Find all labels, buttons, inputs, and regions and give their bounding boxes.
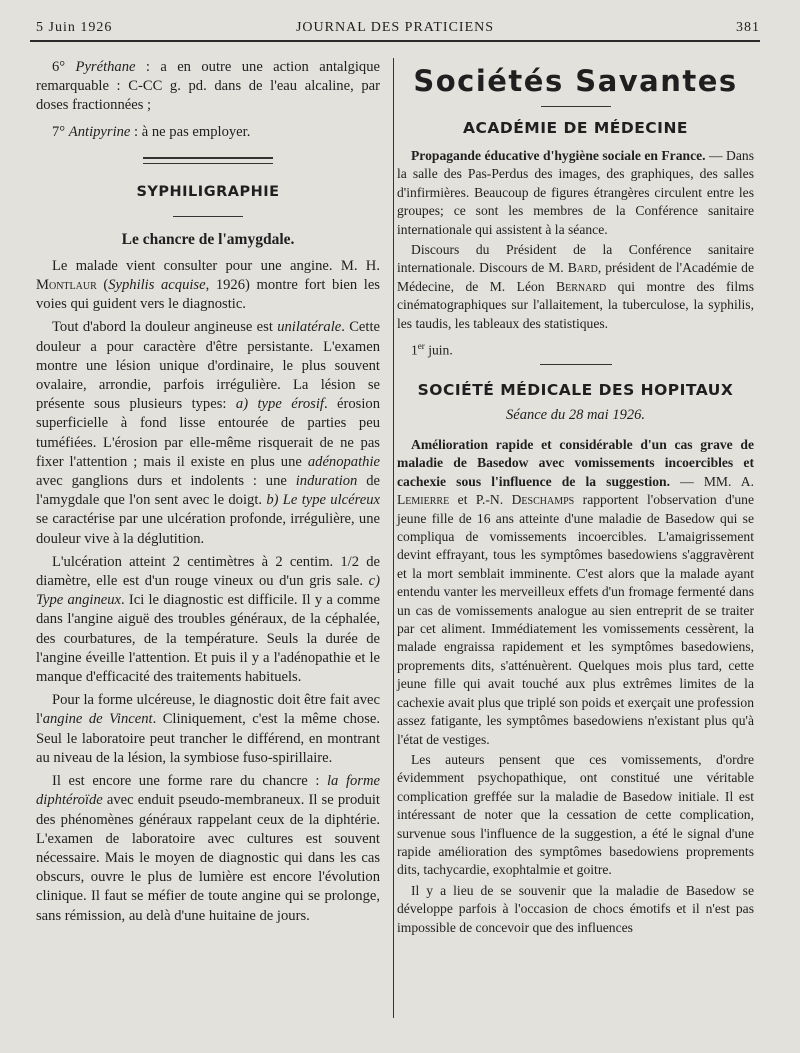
right-column bbox=[397, 58, 754, 937]
session-date: Séance du 28 mai 1926. bbox=[506, 407, 645, 423]
paragraph: Amélioration rapide et considérable d'un cas grave de maladie de Basedow avec vomissements incoercibles et cachexie sous l'influence de la suggestion. — MM. A. Lemierre et P.-N. Deschamps rapportent l'observation d'une jeune fille de 16 ans atteinte d'une maladie de Basedow qui se compliqua de vomissements incoercibles. L'amaigrissement devint effrayant, tous les symptômes basedowiens s'aggravèrent et la mort semblait imminente. C'est alors que la malade ayant entendu vanter les merveilleux effets d'un fromage fermenté dans un cas de vomissements analogue au sien entreprit de se traiter par cet aliment. Immédiatement les vomissements cessèrent, la malade engraissa rapidement et les symptômes basedowiens, proprements dits, s'atténuèrent. Quelques mois plus tard, cette jeune fille qui avait touché aux plus extrêmes limites de la cachexie avait plus que triplé son poids et exerçait une profession assez fatigante, les symptômes basedowiens n'existant plus qu'à l'état de vestiges. bbox=[397, 437, 755, 747]
running-header bbox=[30, 16, 760, 42]
section-heading: SYPHILIGRAPHIE bbox=[136, 183, 280, 200]
topic-lead: Propagande éducative d'hygiène sociale en France. bbox=[411, 148, 706, 163]
author-name: Lemierre bbox=[397, 492, 450, 508]
drug-name: Pyréthane bbox=[75, 59, 136, 75]
author-name: Bernard bbox=[556, 278, 607, 294]
drug-name: Antipyrine bbox=[68, 123, 131, 140]
section-separator bbox=[143, 157, 273, 164]
topic-lead: Amélioration rapide et considérable d'un cas grave de maladie de Basedow avec vomissements incoercibles et cachexie sous l'influence de la suggestion. bbox=[397, 437, 754, 489]
society-heading: ACADÉMIE DE MÉDECINE bbox=[462, 119, 689, 137]
author-name: Bard bbox=[567, 260, 598, 276]
main-heading: Sociétés Savantes bbox=[413, 64, 738, 98]
paragraph: Tout d'abord la douleur angineuse est unilatérale. Cette douleur a pour caractère d'être persistante. L'examen montre une lésion unique d'ordinaire, le plus souvent ovalaire, arrondie, parfois irrégulière. La lésion se présente sous plusieurs types: a) type érosif. érosion superficielle à fond lisse entourée de parties peu tuméfiées. L'érosion par elle-même risquerait de ne pas fixer l'attention ; mais il existe en plus une adénopathie avec ganglions durs et indolents : une induration de l'amygdale que l'on sent avec le doigt. b) Le type ulcéreux se caractérise par une ulcération profonde, irrégulière, une douleur vive à la déglutition. bbox=[36, 319, 380, 547]
author-name: Montlaur bbox=[36, 277, 97, 294]
heading-rule bbox=[541, 106, 611, 107]
author-name: Deschamps bbox=[511, 492, 575, 508]
header-rule bbox=[30, 40, 760, 42]
page-number: 381 bbox=[736, 20, 760, 35]
section-separator bbox=[540, 364, 612, 365]
report-date: 1er juin. bbox=[411, 341, 453, 358]
column-divider bbox=[393, 58, 394, 1018]
paragraph: Propagande éducative d'hygiène sociale en France. — Dans la salle des Pas-Perdus des images, des graphiques, des salles d'infirmières. Beaucoup de figures étrangères circulent entre les groupes; ce sont les membres de la Conférence sanitaire internationale qui assistent à la séance. bbox=[397, 148, 754, 237]
list-item-6: 6° Pyréthane : a en outre une action antalgique remarquable : C-CC g. pd. dans de l'eau alcaline, par doses fractionnées ; bbox=[36, 59, 380, 114]
paragraph: Il est encore une forme rare du chancre : la forme diphtéroïde avec enduit pseudo-membraneux. Il se produit des phénomènes généraux rappelant ceux de la diphtérie. L'examen de laboratoire avec cultures est souvent nécessaire. Mais le moyen de diagnostic qui dans les cas obscurs, ouvre le plus de lumière est encore l'évolution clinique. Il faut se méfier de toute angine qui se prolonge, sans rémission, au delà d'une huitaine de jours. bbox=[36, 773, 380, 924]
society-heading: SOCIÉTÉ MÉDICALE DES HOPITAUX bbox=[417, 381, 734, 399]
paragraph: L'ulcération atteint 2 centimètres à 2 centim. 1/2 de diamètre, elle est d'un rouge vineux ou d'un gris sale. c) Type angineux. Ici le diagnostic est difficile. Il y a comme dans l'angine aiguë des troubles généraux, de la céphalée, des courbatures, de la température. Seuls la durée de l'angine éveille l'attention. Et puis il y a l'adénopathie et le manque d'efficacité des traitements habituels. bbox=[36, 553, 380, 686]
paragraph: Le malade vient consulter pour une angine. M. H. Montlaur (Syphilis acquise, 1926) montre fort bien les voies qui guident vers le diagnostic. bbox=[36, 257, 380, 313]
journal-title: JOURNAL DES PRATICIENS bbox=[295, 20, 495, 35]
paragraph: Discours du Président de la Conférence sanitaire internationale. Discours de M. Bard, président de l'Académie de Médecine, de M. Léon Bernard qui montre des films cinématographiques sur l'allaitement, la tuberculose, la syphilis, les taudis, les tableaux des statistiques. bbox=[397, 242, 754, 331]
list-item-7: 7° Antipyrine : à ne pas employer. bbox=[52, 123, 251, 140]
paragraph: Pour la forme ulcéreuse, le diagnostic doit être fait avec l'angine de Vincent. Cliniquement, c'est la même chose. Seul le laboratoire peut trancher le différend, en montrant au niveau de la lésion, la symbiose fuso-spirillaire. bbox=[36, 692, 381, 766]
article-title: Le chancre de l'amygdale. bbox=[121, 230, 295, 248]
left-column bbox=[36, 58, 380, 926]
heading-rule bbox=[173, 216, 243, 217]
issue-date: 5 Juin 1926 bbox=[36, 20, 113, 35]
paragraph: Il y a lieu de se souvenir que la maladie de Basedow se développe parfois à l'occasion de chocs émotifs et il n'est pas impossible de concevoir que des influences bbox=[397, 882, 754, 935]
paragraph: Les auteurs pensent que ces vomissements, d'ordre évidemment psychopathique, ont constitué une véritable complication greffée sur la maladie de Basedow initiale. Il est intéressant de noter que la cessation de cette complication, survenue sous l'influence de la suggestion, a été le signal d'une rapide amélioration des symptômes basedowiens proprements dits, tachycardie, exophtalmie et goitre. bbox=[397, 751, 754, 878]
